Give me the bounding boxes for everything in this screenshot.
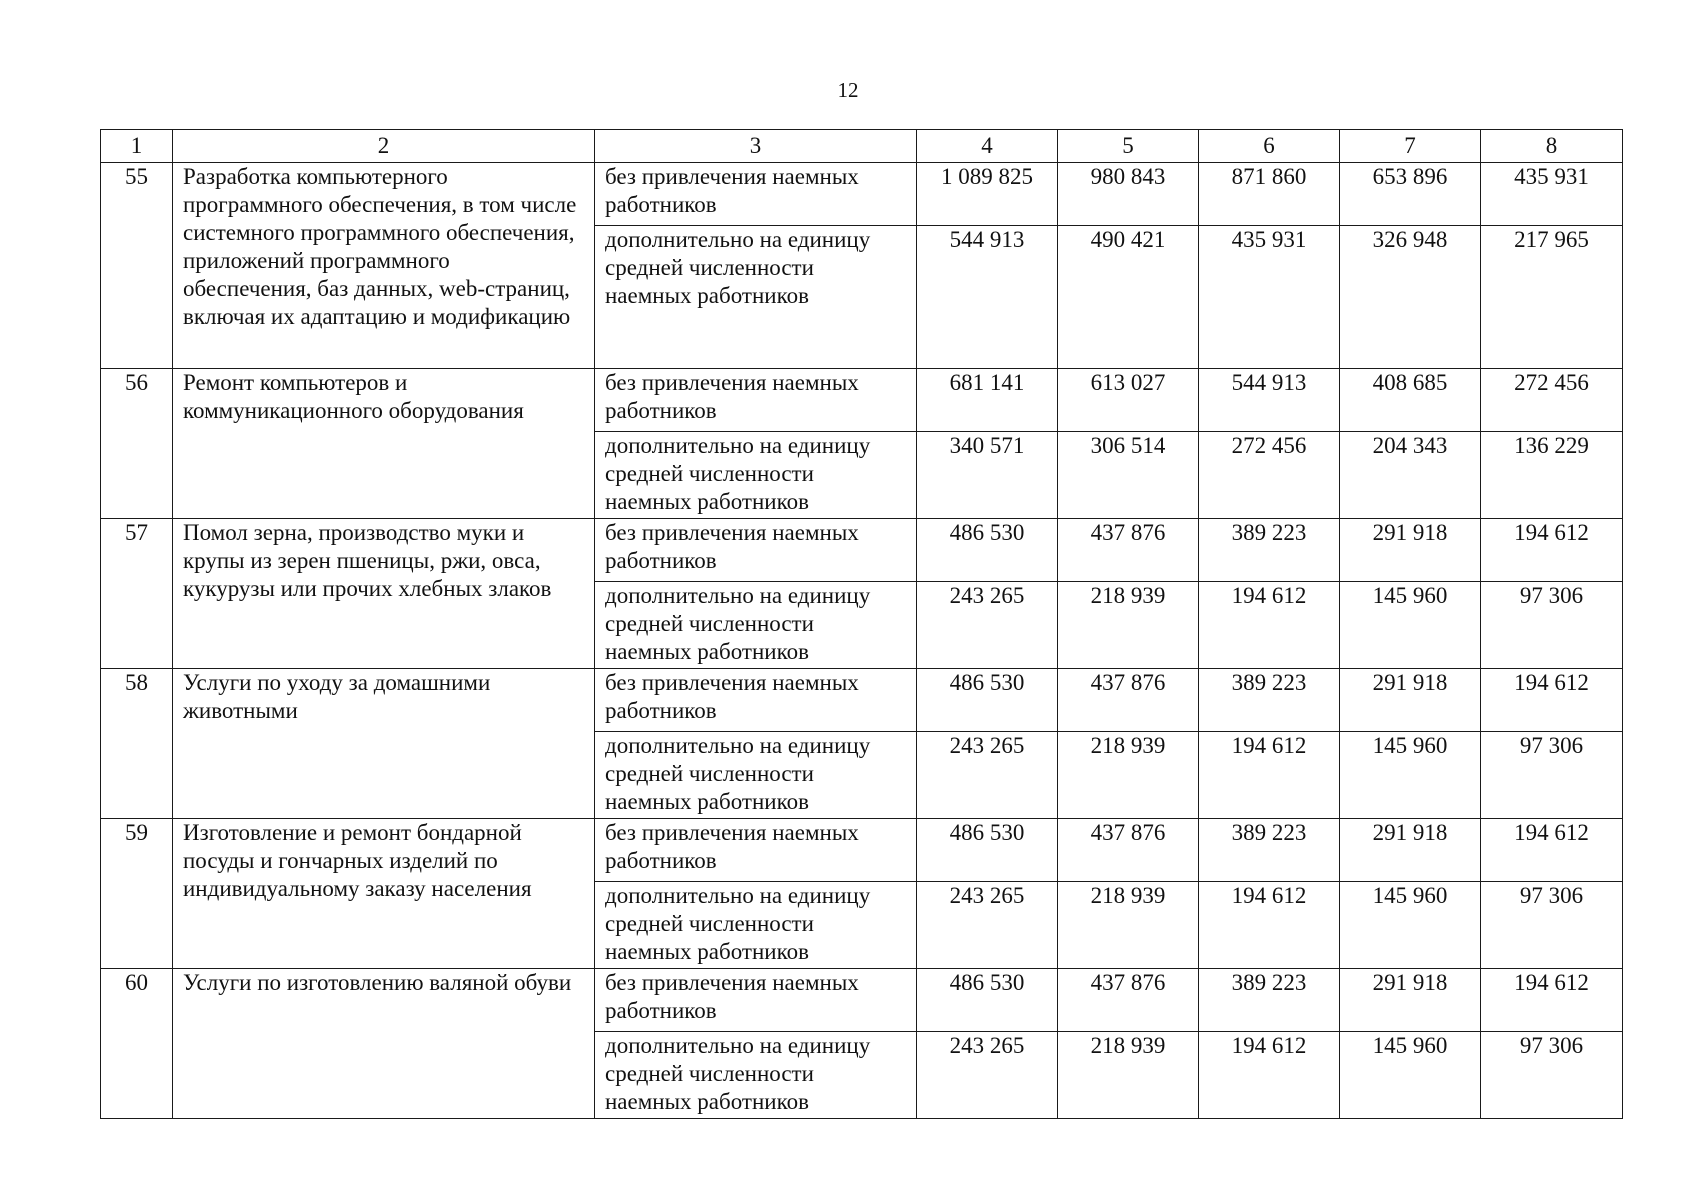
header-cell: 3 — [595, 130, 917, 163]
header-cell: 1 — [101, 130, 173, 163]
value-cell: 389 223 — [1199, 819, 1340, 882]
value-cell: 544 913 — [1199, 369, 1340, 432]
value-cell: 204 343 — [1340, 432, 1481, 519]
value-cell: 243 265 — [917, 1032, 1058, 1119]
value-cell: 272 456 — [1481, 369, 1623, 432]
value-cell: 194 612 — [1199, 882, 1340, 969]
row-number: 59 — [101, 819, 173, 969]
value-cell: 389 223 — [1199, 669, 1340, 732]
tariff-table — [100, 129, 1623, 1119]
value-cell: 97 306 — [1481, 882, 1623, 969]
table-row — [101, 819, 1623, 882]
value-cell: 435 931 — [1199, 226, 1340, 369]
value-cell: 871 860 — [1199, 163, 1340, 226]
value-cell: 243 265 — [917, 582, 1058, 669]
value-cell: 97 306 — [1481, 1032, 1623, 1119]
value-cell: 145 960 — [1340, 1032, 1481, 1119]
page-number: 12 — [837, 78, 859, 102]
value-cell: 291 918 — [1340, 669, 1481, 732]
value-cell: 194 612 — [1199, 1032, 1340, 1119]
value-cell: 218 939 — [1058, 1032, 1199, 1119]
value-cell: 486 530 — [917, 669, 1058, 732]
activity-description: Услуги по уходу за домашними животными — [173, 669, 595, 819]
table-row — [101, 163, 1623, 226]
row-number: 55 — [101, 163, 173, 369]
value-cell: 243 265 — [917, 882, 1058, 969]
value-cell: 408 685 — [1340, 369, 1481, 432]
value-cell: 389 223 — [1199, 519, 1340, 582]
value-cell: 243 265 — [917, 732, 1058, 819]
value-cell: 217 965 — [1481, 226, 1623, 369]
value-cell: 437 876 — [1058, 969, 1199, 1032]
value-cell: 194 612 — [1481, 819, 1623, 882]
value-cell: 437 876 — [1058, 819, 1199, 882]
value-cell: 437 876 — [1058, 669, 1199, 732]
row-number: 60 — [101, 969, 173, 1119]
value-cell: 272 456 — [1199, 432, 1340, 519]
value-cell: 194 612 — [1481, 669, 1623, 732]
value-cell: 389 223 — [1199, 969, 1340, 1032]
value-cell: 435 931 — [1481, 163, 1623, 226]
header-cell: 5 — [1058, 130, 1199, 163]
header-cell: 6 — [1199, 130, 1340, 163]
condition-label: дополнительно на единицу средней численности наемных работников — [595, 882, 917, 969]
row-number: 58 — [101, 669, 173, 819]
activity-description: Помол зерна, производство муки и крупы из зерен пшеницы, ржи, овса, кукурузы или прочих хлебных злаков — [173, 519, 595, 669]
value-cell: 291 918 — [1340, 519, 1481, 582]
value-cell: 194 612 — [1199, 732, 1340, 819]
condition-label: без привлечения наемных работников — [595, 819, 917, 882]
value-cell: 145 960 — [1340, 882, 1481, 969]
table-row — [101, 369, 1623, 432]
value-cell: 681 141 — [917, 369, 1058, 432]
value-cell: 326 948 — [1340, 226, 1481, 369]
header-row — [101, 130, 1623, 163]
value-cell: 97 306 — [1481, 732, 1623, 819]
value-cell: 218 939 — [1058, 732, 1199, 819]
value-cell: 194 612 — [1199, 582, 1340, 669]
value-cell: 291 918 — [1340, 969, 1481, 1032]
value-cell: 218 939 — [1058, 582, 1199, 669]
header-cell: 7 — [1340, 130, 1481, 163]
value-cell: 653 896 — [1340, 163, 1481, 226]
table-row — [101, 519, 1623, 582]
value-cell: 1 089 825 — [917, 163, 1058, 226]
header-cell: 4 — [917, 130, 1058, 163]
condition-label: дополнительно на единицу средней численности наемных работников — [595, 1032, 917, 1119]
condition-label: дополнительно на единицу средней численности наемных работников — [595, 582, 917, 669]
value-cell: 218 939 — [1058, 882, 1199, 969]
condition-label: без привлечения наемных работников — [595, 969, 917, 1032]
condition-label: дополнительно на единицу средней численности наемных работников — [595, 432, 917, 519]
condition-label: без привлечения наемных работников — [595, 163, 917, 226]
value-cell: 486 530 — [917, 519, 1058, 582]
value-cell: 291 918 — [1340, 819, 1481, 882]
value-cell: 980 843 — [1058, 163, 1199, 226]
value-cell: 145 960 — [1340, 732, 1481, 819]
value-cell: 486 530 — [917, 969, 1058, 1032]
activity-description: Изготовление и ремонт бондарной посуды и гончарных изделий по индивидуальному заказу населения — [173, 819, 595, 969]
row-number: 56 — [101, 369, 173, 519]
value-cell: 490 421 — [1058, 226, 1199, 369]
activity-description: Разработка компьютерного программного обеспечения, в том числе системного программного обеспечения, приложений программного обеспечения, баз данных, web-страниц, включая их адаптацию и модификацию — [173, 163, 595, 369]
value-cell: 194 612 — [1481, 519, 1623, 582]
value-cell: 613 027 — [1058, 369, 1199, 432]
header-cell: 2 — [173, 130, 595, 163]
value-cell: 145 960 — [1340, 582, 1481, 669]
condition-label: дополнительно на единицу средней численности наемных работников — [595, 226, 917, 369]
value-cell: 136 229 — [1481, 432, 1623, 519]
table-row — [101, 669, 1623, 732]
activity-description: Ремонт компьютеров и коммуникационного оборудования — [173, 369, 595, 519]
value-cell: 437 876 — [1058, 519, 1199, 582]
value-cell: 97 306 — [1481, 582, 1623, 669]
value-cell: 306 514 — [1058, 432, 1199, 519]
value-cell: 486 530 — [917, 819, 1058, 882]
condition-label: без привлечения наемных работников — [595, 519, 917, 582]
activity-description: Услуги по изготовлению валяной обуви — [173, 969, 595, 1119]
value-cell: 194 612 — [1481, 969, 1623, 1032]
value-cell: 340 571 — [917, 432, 1058, 519]
table-row — [101, 969, 1623, 1032]
condition-label: дополнительно на единицу средней численности наемных работников — [595, 732, 917, 819]
condition-label: без привлечения наемных работников — [595, 369, 917, 432]
header-cell: 8 — [1481, 130, 1623, 163]
row-number: 57 — [101, 519, 173, 669]
value-cell: 544 913 — [917, 226, 1058, 369]
condition-label: без привлечения наемных работников — [595, 669, 917, 732]
